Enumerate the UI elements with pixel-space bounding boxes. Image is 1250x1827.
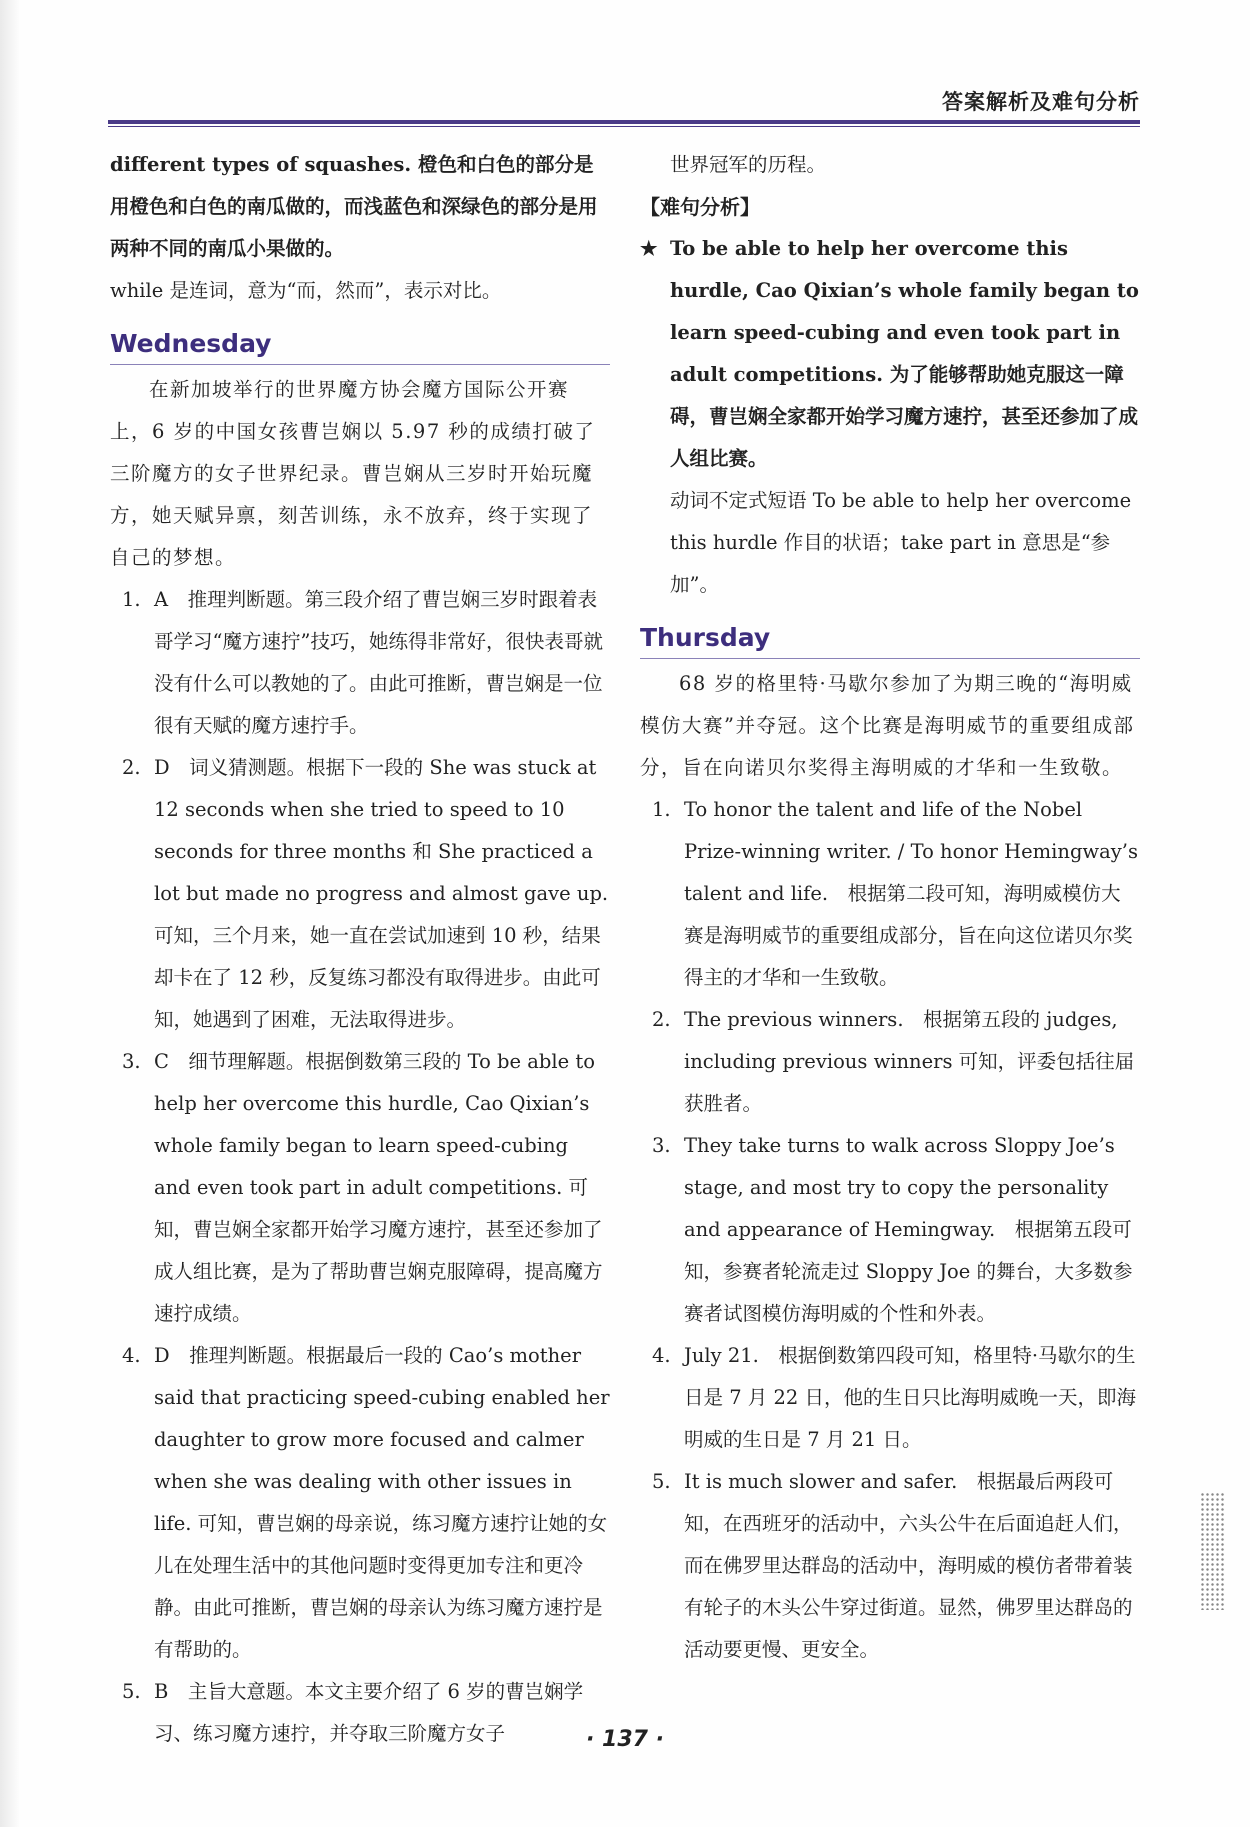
page-edge-shadow: [0, 0, 20, 1827]
answer-text: B 主旨大意题。本文主要介绍了 6 岁的曹岂娴学习、练习魔方速拧，并夺取三阶魔方女子: [154, 1680, 584, 1745]
answer-number: 4.: [652, 1344, 671, 1367]
star-icon: ★: [640, 237, 658, 260]
continued-answer-text: 世界冠军的历程。: [670, 153, 827, 176]
wednesday-answer-3: [110, 1041, 610, 1335]
thursday-answer-2: [640, 999, 1140, 1125]
answer-number: 1.: [652, 798, 671, 821]
answer-text: The previous winners. 根据第五段的 judges, including previous winners 可知，评委包括往届获胜者。: [684, 1008, 1135, 1115]
answer-number: 2.: [122, 756, 141, 779]
right-column: [640, 144, 1140, 1671]
answer-number: 5.: [122, 1680, 141, 1703]
difficult-sentence-note: 动词不定式短语 To be able to help her overcome this hurdle 作目的状语；take part in 意思是“参加”。: [670, 489, 1132, 596]
difficult-sentence: [640, 228, 1140, 480]
answer-number: 3.: [122, 1050, 141, 1073]
answer-number: 3.: [652, 1134, 671, 1157]
answer-text: D 推理判断题。根据最后一段的 Cao’s mother said that practicing speed-cubing enabled her daughter to grow more focused and calmer when she was dealing with other issues in life. 可知，曹岂娴的母亲说，练习魔方速拧让她的女儿在处理生活中的其他问题时变得更加专注和更冷静。由此可推断，曹岂娴的母亲认为练习魔方速拧是有帮助的。: [154, 1344, 610, 1661]
difficult-sentence-heading: 【难句分析】: [640, 195, 760, 219]
difficult-sentence-text: To be able to help her overcome this hurdle, Cao Qixian’s whole family began to learn speed-cubing and even took part in adult competitions. 为了能够帮助她克服这一障碍，曹岂娴全家都开始学习魔方速拧，甚至还参加了成人组比赛。: [670, 237, 1139, 470]
running-head-title: 答案解析及难句分析: [942, 90, 1140, 114]
section-title-thursday: Thursday: [640, 620, 1140, 659]
answer-text: C 细节理解题。根据倒数第三段的 To be able to help her overcome this hurdle, Cao Qixian’s whole family began to learn speed-cubing and even took part in adult competitions. 可知，曹岂娴全家都开始学习魔方速拧，甚至还参加了成人组比赛，是为了帮助曹岂娴克服障碍，提高魔方速拧成绩。: [154, 1050, 603, 1325]
answer-text: July 21. 根据倒数第四段可知，格里特·马歇尔的生日是 7 月 22 日，他的生日只比海明威晚一天，即海明威的生日是 7 月 21 日。: [684, 1344, 1137, 1451]
thursday-answer-4: [640, 1335, 1140, 1461]
answer-number: 2.: [652, 1008, 671, 1031]
decorative-dot-grid: [1200, 1492, 1224, 1610]
answer-text: D 词义猜测题。根据下一段的 She was stuck at 12 seconds when she tried to speed to 10 seconds for three months 和 She practiced a lot but made no progress and almost gave up. 可知，三个月来，她一直在尝试加速到 10 秒，结果却卡在了 12 秒，反复练习都没有取得进步。由此可知，她遇到了困难，无法取得进步。: [154, 756, 609, 1031]
thursday-answer-3: [640, 1125, 1140, 1335]
answer-number: 1.: [122, 588, 141, 611]
thursday-summary: 68 岁的格里特·马歇尔参加了为期三晚的“海明威模仿大赛”并夺冠。这个比赛是海明威节的重要组成部分，旨在向诺贝尔奖得主海明威的才华和一生致敬。: [640, 672, 1135, 779]
thursday-answer-1: [640, 789, 1140, 999]
thursday-answer-5: [640, 1461, 1140, 1671]
wednesday-answer-4: [110, 1335, 610, 1671]
page-number: · 137 ·: [586, 1727, 664, 1752]
continued-translation: different types of squashes. 橙色和白色的部分是用橙色和白色的南瓜做的，而浅蓝色和深绿色的部分是用两种不同的南瓜小果做的。: [110, 153, 598, 260]
header-rule-thin: [108, 126, 1140, 127]
header-rule: [108, 120, 1140, 124]
answer-number: 4.: [122, 1344, 141, 1367]
answer-text: To honor the talent and life of the Nobel Prize-winning writer. / To honor Hemingway’s talent and life. 根据第二段可知，海明威模仿大赛是海明威节的重要组成部分，旨在向这位诺贝尔奖得主的才华和一生致敬。: [684, 798, 1138, 989]
wednesday-answer-2: [110, 747, 610, 1041]
wednesday-answer-1: [110, 579, 610, 747]
answer-text: They take turns to walk across Sloppy Joe’s stage, and most try to copy the personality and appearance of Hemingway. 根据第五段可知，参赛者轮流走过 Sloppy Joe 的舞台，大多数参赛者试图模仿海明威的个性和外表。: [684, 1134, 1133, 1325]
answer-text: It is much slower and safer. 根据最后两段可知，在西班牙的活动中，六头公牛在后面追赶人们，而在佛罗里达群岛的活动中，海明威的模仿者带着装有轮子的木头公牛穿过街道。显然，佛罗里达群岛的活动要更慢、更安全。: [684, 1470, 1133, 1661]
left-column: [110, 144, 610, 1755]
section-title-wednesday: Wednesday: [110, 326, 610, 365]
answer-text: A 推理判断题。第三段介绍了曹岂娴三岁时跟着表哥学习“魔方速拧”技巧，她练得非常好，很快表哥就没有什么可以教她的了。由此可推断，曹岂娴是一位很有天赋的魔方速拧手。: [154, 588, 603, 737]
answer-number: 5.: [652, 1470, 671, 1493]
wednesday-summary: 在新加坡举行的世界魔方协会魔方国际公开赛上，6 岁的中国女孩曹岂娴以 5.97 秒的成绩打破了三阶魔方的女子世界纪录。曹岂娴从三岁时开始玩魔方，她天赋异禀，刻苦训练，永不放弃，终于实现了自己的梦想。: [110, 378, 596, 569]
continued-note: while 是连词，意为“而，然而”，表示对比。: [110, 279, 502, 302]
